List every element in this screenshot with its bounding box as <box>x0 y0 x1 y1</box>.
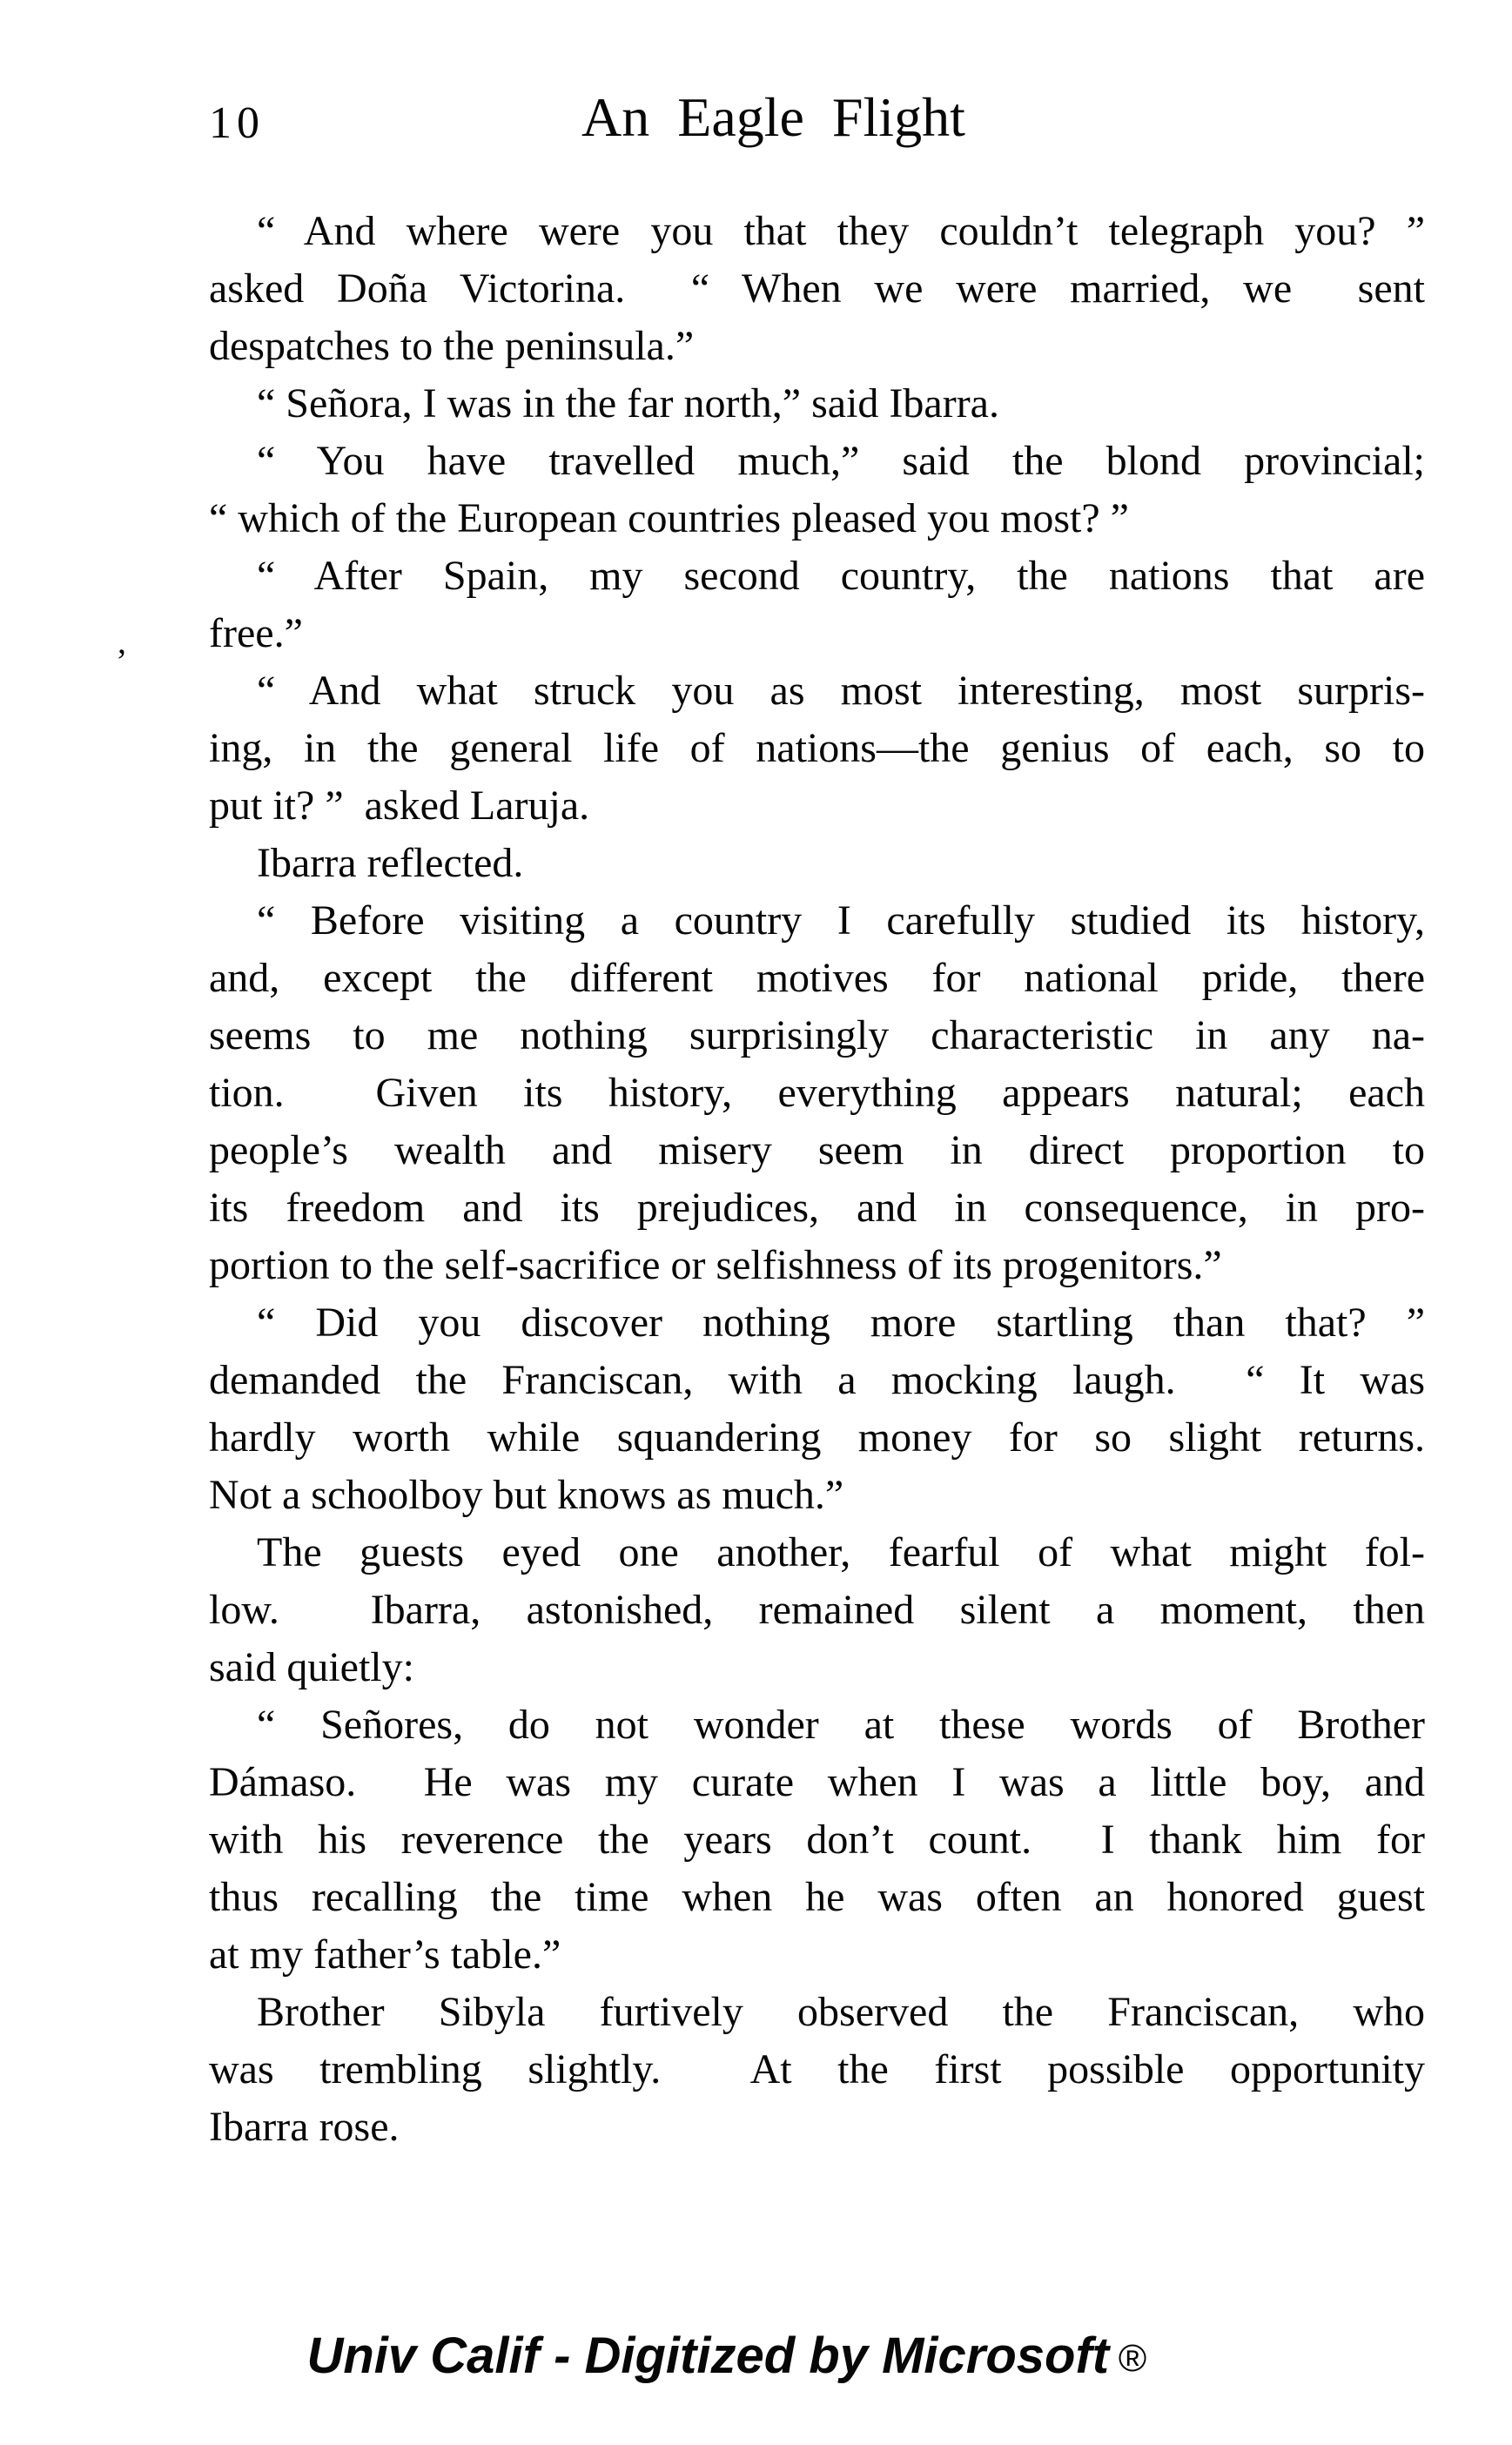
text-line: “ Señores, do not wonder at these words of Brother <box>257 1702 1425 1748</box>
text-line: with his reverence the years don’t count. I thank him for <box>209 1817 1425 1863</box>
text-line: was trembling slightly. At the first possible opportunity <box>209 2046 1425 2092</box>
text-line: hardly worth while squandering money for so slight returns. <box>209 1414 1425 1461</box>
watermark-text: Univ Calif - Digitized by Microsoft <box>306 2327 1110 2384</box>
text-line: put it? ” asked Laruja. <box>209 783 590 829</box>
text-line: people’s wealth and misery seem in direct proportion to <box>209 1127 1425 1173</box>
paragraph <box>209 892 1425 1294</box>
text-line: “ Señora, I was in the far north,” said Ibarra. <box>257 380 999 427</box>
text-line: thus recalling the time when he was often an honored guest <box>209 1874 1425 1920</box>
margin-artifact-mark: ’ <box>116 641 128 681</box>
paragraph <box>209 433 1425 547</box>
text-line: “ After Spain, my second country, the nations that are <box>257 553 1425 599</box>
text-line: despatches to the peninsula.” <box>209 323 695 369</box>
text-line: demanded the Franciscan, with a mocking laugh. “ It was <box>209 1357 1425 1403</box>
text-line: “ Before visiting a country I carefully studied its history, <box>257 897 1425 944</box>
text-line: asked Doña Victorina. “ When we were married, we sent <box>209 265 1425 312</box>
text-line: “ And what struck you as most interesting, most surpris- <box>257 668 1425 714</box>
paragraph <box>209 203 1425 375</box>
text-line: “ Did you discover nothing more startling than that? ” <box>257 1300 1425 1346</box>
text-line: “ And where were you that they couldn’t telegraph you? ” <box>257 208 1425 254</box>
paragraph <box>209 547 1425 662</box>
text-line: said quietly: <box>209 1644 414 1690</box>
paragraph <box>209 835 1425 892</box>
text-line: low. Ibarra, astonished, remained silent a moment, then <box>209 1587 1425 1633</box>
text-line: free.” <box>209 610 303 656</box>
text-line: The guests eyed one another, fearful of what might fol- <box>257 1529 1425 1575</box>
text-line: seems to me nothing surprisingly characteristic in any na- <box>209 1012 1425 1058</box>
text-line: tion. Given its history, everything appears natural; each <box>209 1070 1425 1116</box>
running-title: An Eagle Flight <box>581 86 965 148</box>
text-line: Ibarra rose. <box>209 2104 400 2150</box>
page-number: 10 <box>209 98 265 148</box>
paragraph <box>209 1696 1425 1984</box>
text-line: at my father’s table.” <box>209 1931 561 1978</box>
text-line: and, except the different motives for national pride, there <box>209 955 1425 1001</box>
text-line: Dámaso. He was my curate when I was a little boy, and <box>209 1759 1425 1805</box>
paragraph <box>209 375 1425 433</box>
paragraph <box>209 1294 1425 1524</box>
text-line: Ibarra reflected. <box>257 840 524 886</box>
registered-mark-icon: ® <box>1118 2337 1146 2380</box>
text-line: “ which of the European countries pleased you most? ” <box>209 495 1129 541</box>
paragraph <box>209 662 1425 835</box>
text-line: its freedom and its prejudices, and in consequence, in pro- <box>209 1185 1425 1231</box>
paragraph <box>209 1984 1425 2156</box>
paragraph <box>209 1524 1425 1696</box>
text-line: ing, in the general life of nations—the genius of each, so to <box>209 725 1425 771</box>
text-line: “ You have travelled much,” said the blond provincial; <box>257 438 1425 484</box>
text-line: Not a schoolboy but knows as much.” <box>209 1472 844 1518</box>
text-line: Brother Sibyla furtively observed the Franciscan, who <box>257 1989 1425 2035</box>
text-line: portion to the self-sacrifice or selfishness of its progenitors.” <box>209 1242 1222 1288</box>
digitization-watermark <box>251 2268 1146 2443</box>
page-body <box>209 203 1425 2156</box>
